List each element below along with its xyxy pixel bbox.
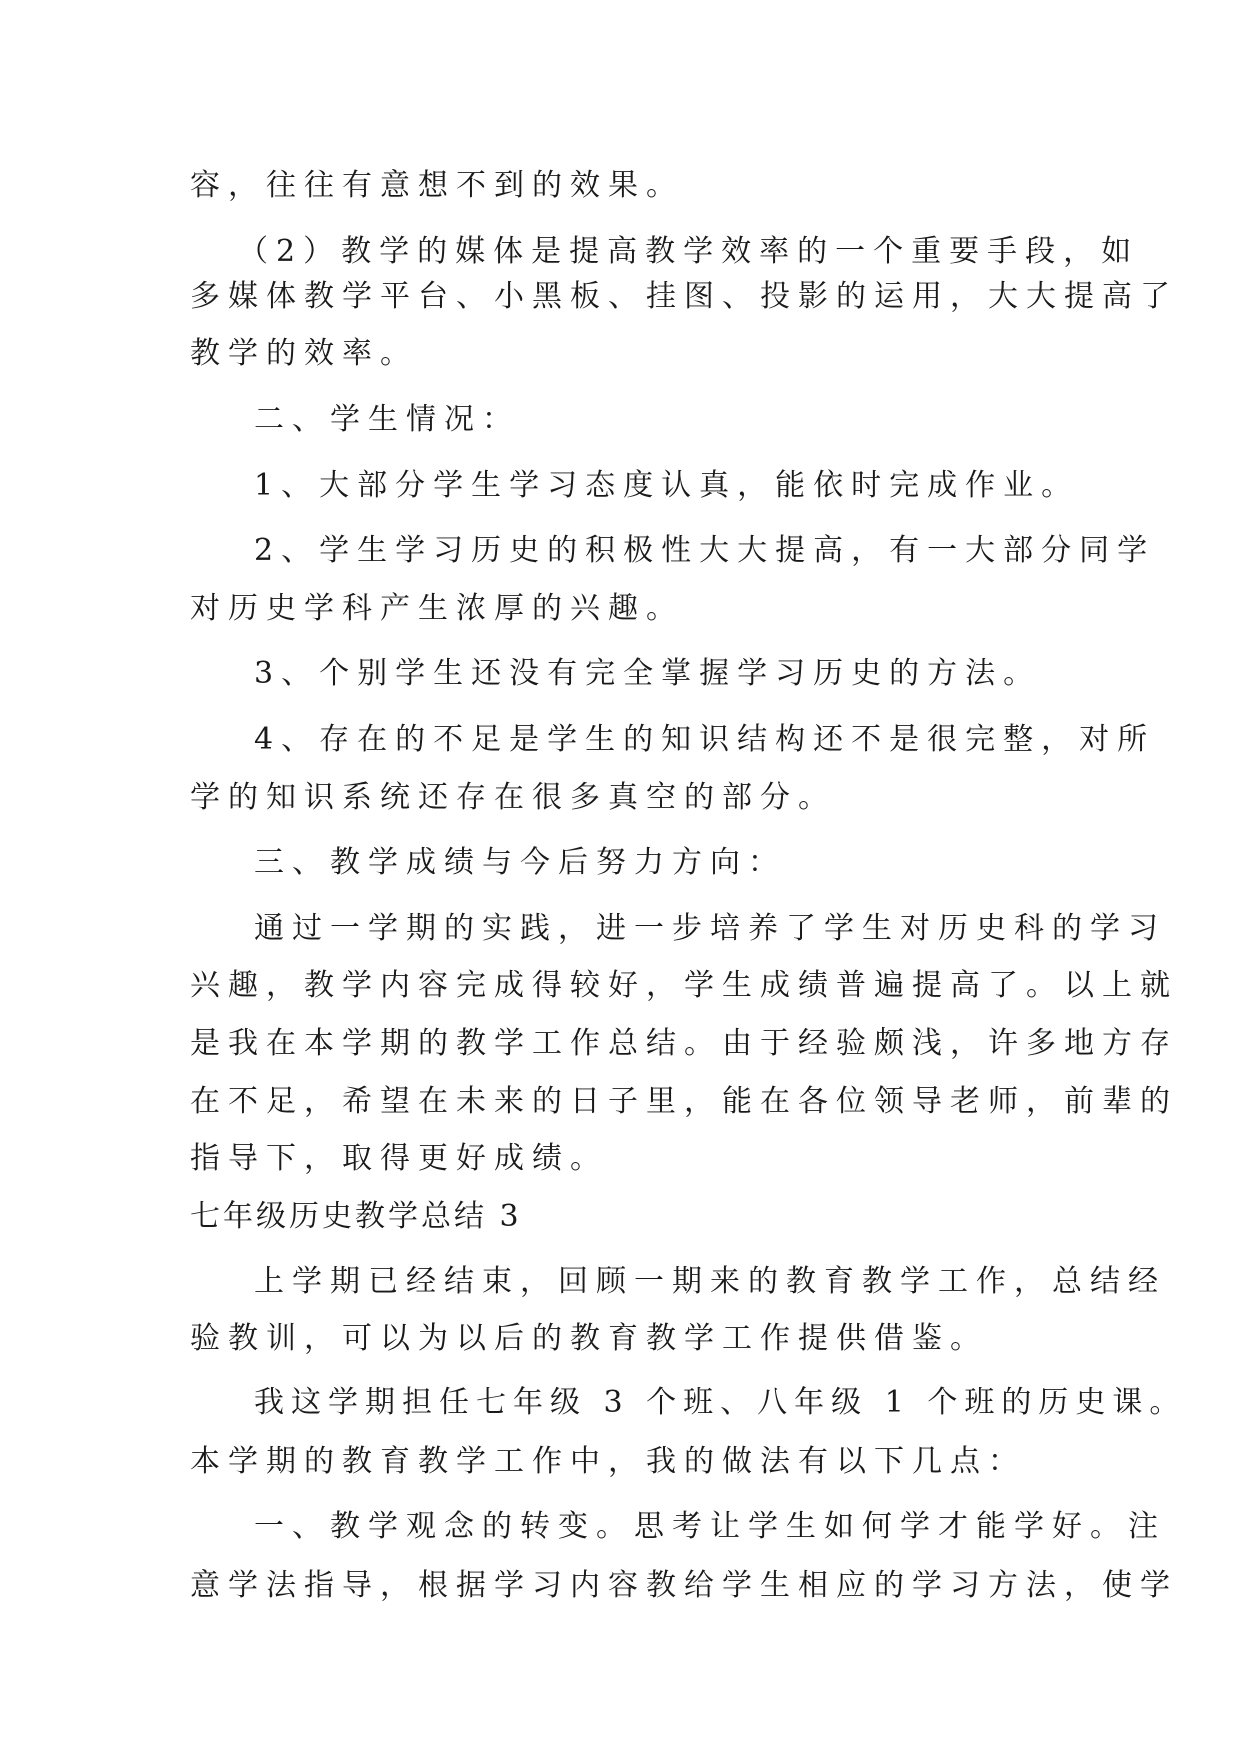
section-heading: 一、教学观念的转变。思考让学生如何学才能学好。注 [254,1509,1166,1544]
document-title: 七年级历史教学总结 3 [190,1199,522,1234]
section-heading: 三、教学成绩与今后努力方向： [254,845,786,880]
section-heading: 二、学生情况： [254,402,520,437]
text-line: 4、存在的不足是学生的知识结构还不是很完整，对所 [254,722,1156,757]
text-line: 本学期的教育教学工作中，我的做法有以下几点： [190,1444,1026,1479]
text-line: 容，往往有意想不到的效果。 [190,168,684,203]
text-line: 教学的效率。 [190,336,418,371]
text-line: 指导下，取得更好成绩。 [190,1141,608,1176]
text-line: 2、学生学习历史的积极性大大提高，有一大部分同学 [254,533,1156,568]
text-line: 我这学期担任七年级 3 个班、八年级 1 个班的历史课。 [254,1385,1187,1420]
text-line: 是我在本学期的教学工作总结。由于经验颇浅，许多地方存 [190,1026,1178,1061]
text-line: 学的知识系统还存在很多真空的部分。 [190,780,836,815]
text-line: 意学法指导，根据学习内容教给学生相应的学习方法，使学 [190,1568,1178,1603]
text-line: （2）教学的媒体是提高教学效率的一个重要手段，如 [238,234,1140,269]
text-line: 兴趣，教学内容完成得较好，学生成绩普遍提高了。以上就 [190,968,1178,1003]
text-line: 对历史学科产生浓厚的兴趣。 [190,591,684,626]
text-line: 验教训，可以为以后的教育教学工作提供借鉴。 [190,1321,988,1356]
text-line: 3、个别学生还没有完全掌握学习历史的方法。 [254,656,1042,691]
text-line: 上学期已经结束，回顾一期来的教育教学工作，总结经 [254,1264,1166,1299]
text-line: 在不足，希望在未来的日子里，能在各位领导老师，前辈的 [190,1084,1178,1119]
text-line: 通过一学期的实践，进一步培养了学生对历史科的学习 [254,911,1166,946]
text-line: 多媒体教学平台、小黑板、挂图、投影的运用，大大提高了 [190,279,1178,314]
text-line: 1、大部分学生学习态度认真，能依时完成作业。 [254,468,1080,503]
